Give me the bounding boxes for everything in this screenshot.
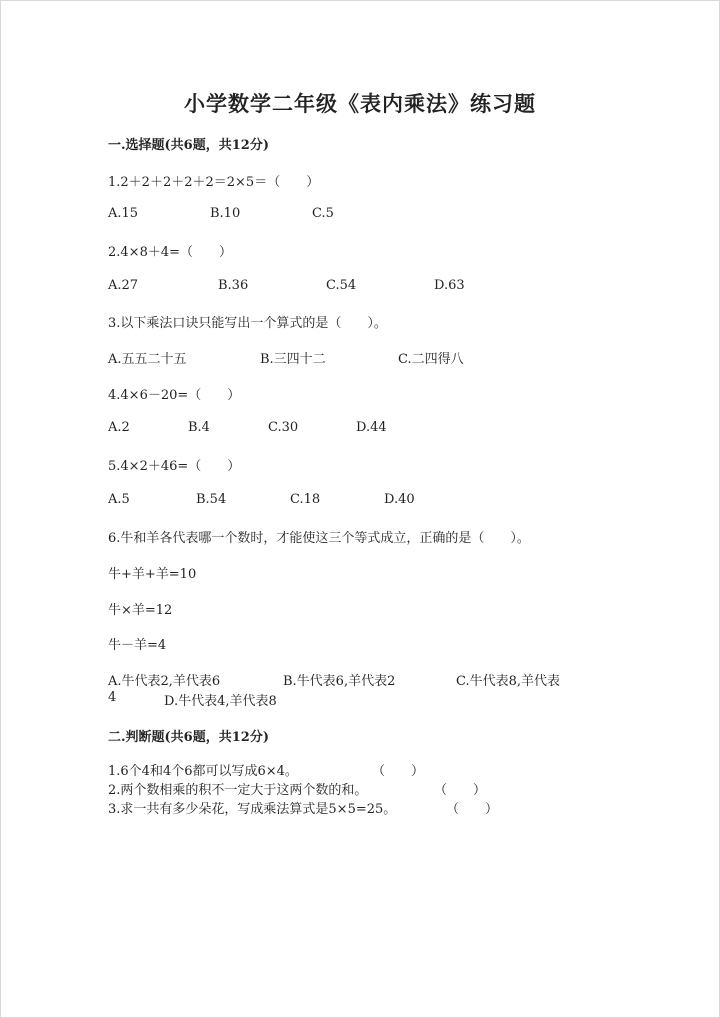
- question-6-equation-2: 牛×羊=12: [108, 603, 173, 618]
- question-6-option-c: C.牛代表8,羊代表: [456, 674, 561, 689]
- question-1-option-b: B.10: [210, 206, 241, 221]
- question-1-option-a: A.15: [108, 206, 139, 221]
- judge-item-1-text: 1.6个4和4个6都可以写成6×4。: [108, 764, 298, 779]
- question-2-option-b: B.36: [218, 278, 249, 293]
- judge-item-3-answer-paren[interactable]: （ ）: [446, 802, 499, 817]
- question-4-stem: 4.4×6－20=（ ）: [108, 388, 241, 403]
- section-heading-judgement: 二.判断题(共6题，共12分): [108, 730, 269, 745]
- question-3-option-b: B.三四十二: [260, 352, 326, 367]
- judge-item-2-text: 2.两个数相乘的积不一定大于这两个数的和。: [108, 783, 368, 798]
- question-5-option-a: A.5: [108, 492, 130, 507]
- judge-item-1: [108, 760, 298, 779]
- question-4-option-d: D.44: [356, 420, 387, 435]
- page-title: 小学数学二年级《表内乘法》练习题: [184, 91, 536, 116]
- question-2-option-c: C.54: [326, 278, 357, 293]
- question-6-stem: 6.牛和羊各代表哪一个数时，才能使这三个等式成立，正确的是（ ）。: [108, 531, 530, 546]
- question-5-option-d: D.40: [384, 492, 415, 507]
- judge-item-2: [108, 779, 367, 798]
- question-6-option-a: A.牛代表2,羊代表6: [108, 674, 221, 689]
- section-heading-choice: 一.选择题(共6题，共12分): [108, 138, 269, 153]
- question-1-option-c: C.5: [312, 206, 334, 221]
- question-3-option-c: C.二四得八: [398, 352, 464, 367]
- judge-item-2-answer-paren[interactable]: （ ）: [434, 783, 487, 798]
- question-6-option-c-cont: 4: [108, 690, 117, 705]
- question-5-option-c: C.18: [290, 492, 321, 507]
- question-6-option-b: B.牛代表6,羊代表2: [283, 674, 396, 689]
- question-6-option-d: D.牛代表4,羊代表8: [164, 694, 277, 709]
- question-5-stem: 5.4×2＋46=（ ）: [108, 459, 241, 474]
- question-2-stem: 2.4×8＋4=（ ）: [108, 245, 233, 260]
- question-5-option-b: B.54: [196, 492, 227, 507]
- judge-item-3: [108, 798, 396, 817]
- question-2-option-a: A.27: [108, 278, 139, 293]
- judge-item-1-answer-paren[interactable]: （ ）: [372, 764, 425, 779]
- question-4-option-b: B.4: [188, 420, 210, 435]
- question-1-stem: 1.2＋2＋2＋2＋2＝2×5＝（ ）: [108, 175, 320, 190]
- question-3-option-a: A.五五二十五: [108, 352, 187, 367]
- question-4-option-c: C.30: [268, 420, 299, 435]
- question-6-equation-3: 牛－羊=4: [108, 638, 167, 653]
- question-6-equation-1: 牛+羊+羊=10: [108, 567, 197, 582]
- question-3-stem: 3.以下乘法口诀只能写出一个算式的是（ ）。: [108, 316, 387, 331]
- judge-item-3-text: 3.求一共有多少朵花，写成乘法算式是5×5=25。: [108, 802, 397, 817]
- question-4-option-a: A.2: [108, 420, 130, 435]
- question-2-option-d: D.63: [434, 278, 465, 293]
